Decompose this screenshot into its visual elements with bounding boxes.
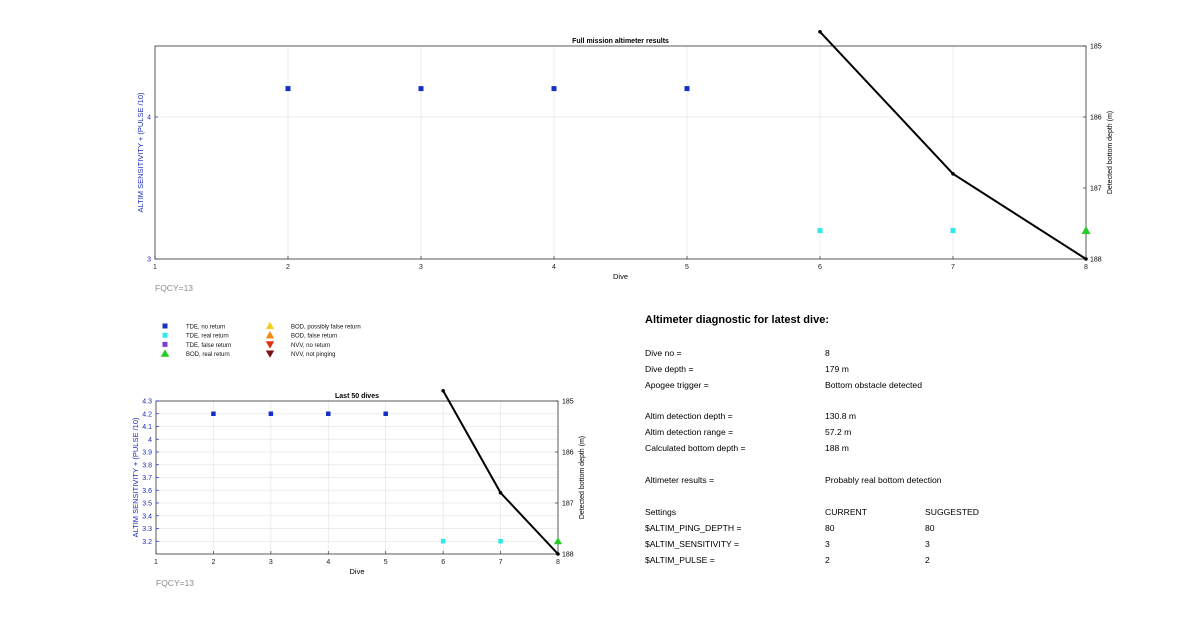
legend-label: BOD, false return [291,333,338,340]
x-axis-label: Dive [349,567,365,576]
x-tick-label: 7 [498,559,503,566]
setting-current: 3 [825,539,830,549]
chart-title: Full mission altimeter results [572,38,669,45]
x-tick-label: 7 [951,264,955,271]
legend-label: NVV, no return [291,342,331,349]
y-right-tick-label: 186 [1090,114,1102,122]
x-axis-label: Dive [612,272,629,281]
y-left-tick-label: 4.3 [142,398,152,406]
setting-suggested: 2 [925,555,930,565]
x-tick-label: 4 [552,264,556,271]
y-left-tick-label: 4.2 [142,411,152,419]
calc-bottom-depth-value: 188 m [825,443,849,453]
detection-range-label: Altim detection range = [645,427,734,437]
dive-no-value: 8 [825,348,830,358]
x-tick-label: 2 [286,264,290,271]
y-left-tick-label: 3.4 [142,513,152,521]
x-tick-label: 3 [268,559,273,566]
y-left-tick-label: 3.7 [142,475,152,482]
legend-label: BOD, real return [186,352,230,359]
y-left-axis-label: ALTIM SENSITIVITY + (PULSE /10) [136,92,145,213]
altimeter-results-value: Probably real bottom detection [825,475,942,485]
legend-label: TDE, false return [186,342,232,349]
apogee-trigger-label: Apogee trigger = [645,380,709,390]
y-right-tick-label: 188 [1090,256,1102,264]
detection-depth-label: Altim detection depth = [645,411,733,421]
settings-header: Settings [645,507,677,517]
legend-label: BOD, possibly false return [291,324,361,331]
detection-range-value: 57.2 m [825,427,852,437]
x-tick-label: 6 [818,264,822,271]
y-right-tick-label: 186 [562,449,574,457]
altimeter-results-label: Altimeter results = [645,475,715,485]
fqcy-annotation: FQCY=13 [156,578,195,588]
legend-label: NVV, not pinging [291,352,336,359]
y-left-tick-label: 3 [147,256,151,264]
y-right-tick-label: 185 [1090,43,1102,51]
detection-depth-value: 130.8 m [825,411,857,421]
y-right-tick-label: 187 [562,500,574,508]
y-left-tick-label: 3.5 [142,500,152,508]
y-right-tick-label: 188 [562,551,574,559]
x-tick-label: 2 [211,559,216,566]
x-tick-label: 8 [1084,264,1088,271]
x-tick-label: 5 [383,559,388,566]
y-left-tick-label: 4.1 [142,424,152,431]
calc-bottom-depth-label: Calculated bottom depth = [645,443,746,453]
y-left-tick-label: 3.8 [142,462,152,470]
y-left-tick-label: 3.3 [142,526,152,533]
y-right-tick-label: 187 [1090,185,1102,193]
y-left-tick-label: 3.2 [142,538,152,546]
dive-depth-label: Dive depth = [645,364,694,374]
current-header: CURRENT [825,507,868,517]
x-tick-label: 3 [419,264,423,271]
x-tick-label: 5 [685,264,689,271]
setting-name: $ALTIM_SENSITIVITY = [645,539,740,549]
y-left-tick-label: 4 [148,436,152,444]
y-right-axis-label: Detected bottom depth (m) [579,435,586,520]
x-tick-label: 6 [441,559,446,566]
setting-name: $ALTIM_PULSE = [645,555,715,565]
apogee-trigger-value: Bottom obstacle detected [825,380,922,390]
y-right-axis-label: Detected bottom depth (m) [1107,110,1114,195]
setting-current: 2 [825,555,830,565]
setting-current: 80 [825,523,835,533]
x-tick-label: 8 [556,559,560,566]
x-tick-label: 1 [153,264,157,271]
setting-suggested: 80 [925,523,935,533]
x-tick-label: 1 [154,559,158,566]
fqcy-annotation: FQCY=13 [155,283,194,293]
y-left-axis-label: ALTIM SENSITIVITY + (PULSE /10) [131,417,140,538]
setting-suggested: 3 [925,539,930,549]
diagnostic-title: Altimeter diagnostic for latest dive: [645,314,829,326]
chart-title: Last 50 dives [335,393,379,400]
legend-label: TDE, no return [186,324,226,331]
dive-depth-value: 179 m [825,364,849,374]
dive-no-label: Dive no = [645,348,682,358]
y-right-tick-label: 185 [562,398,574,406]
y-left-tick-label: 3.6 [142,487,152,495]
legend-label: TDE, real return [186,333,229,340]
y-left-tick-label: 3.9 [142,449,152,457]
setting-name: $ALTIM_PING_DEPTH = [645,523,742,533]
y-left-tick-label: 4 [147,114,151,122]
suggested-header: SUGGESTED [925,507,979,517]
x-tick-label: 4 [326,559,331,566]
